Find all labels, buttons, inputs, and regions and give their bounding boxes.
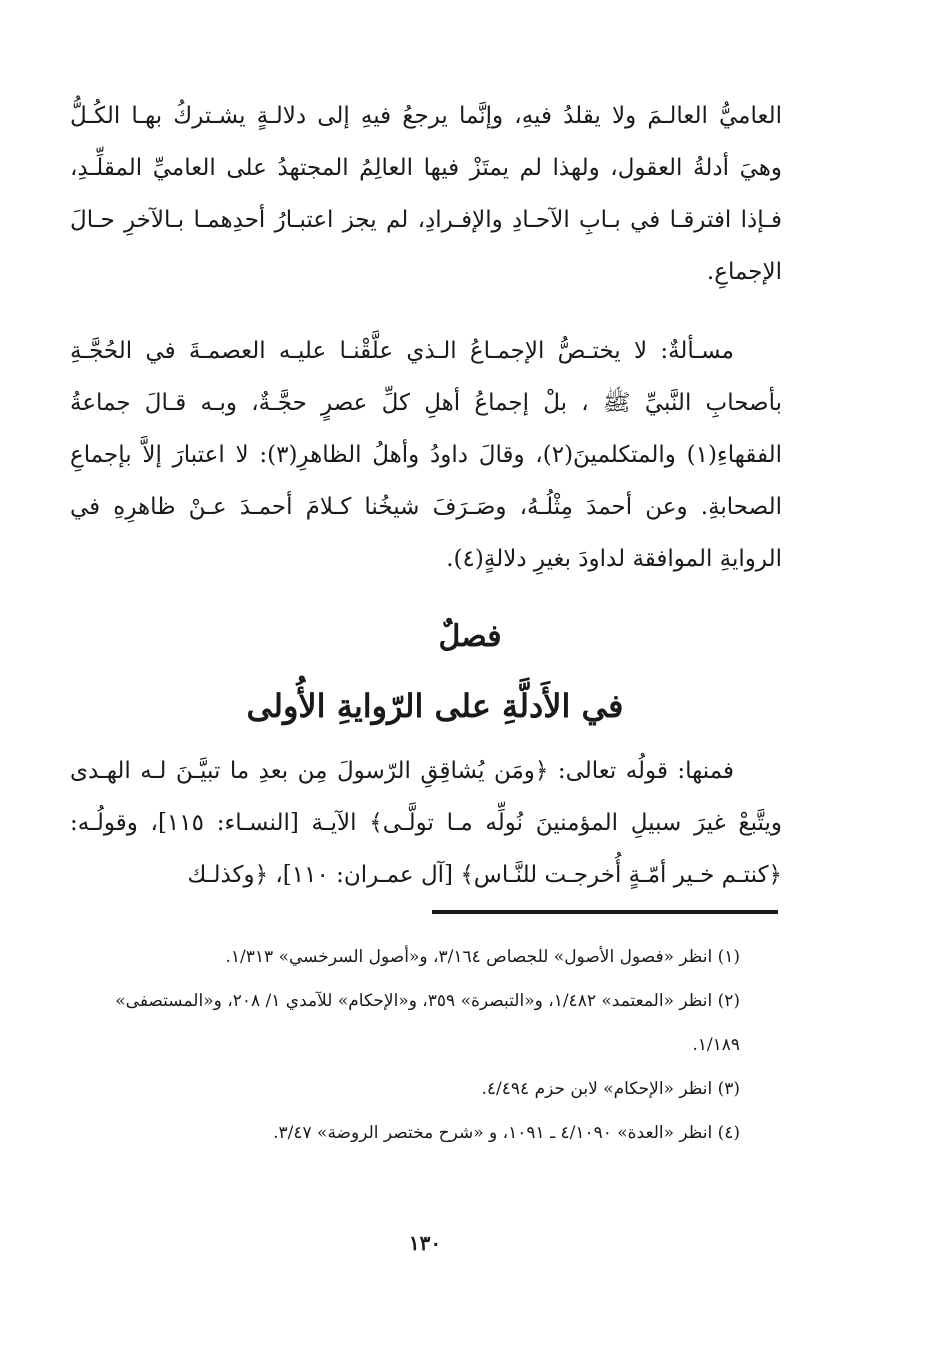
paragraph-continuation: العاميُّ العالـمَ ولا يقلدُ فيهِ، وإنَّما يرجعُ فيهِ إلى دلالـةٍ يشـتركُ بهـا الكُـلُّ وهيَ أدلةُ العقول، ولهذا لم يمتَزْ فيها العالِمُ المجتهدُ على العاميِّ المقلِّـدِ، فـإذا افترقـا في بـابِ الآحـادِ والإفـرادِ، لم يجز اعتبـارُ أحدِهمـا بـالآخرِ حـالَ الإجماعِ. [70, 103, 782, 285]
paragraph-masala: مسـألةٌ: لا يختـصُّ الإجمـاعُ الـذي علَّقْنـا عليـه العصمـةَ في الحُجَّـةِ بأصحابِ النَّبيِّ ﷺ ، بلْ إجماعُ أهلِ كلِّ عصرٍ حجَّـةٌ، وبـه قـالَ جماعةُ الفقهاءِ(١) والمتكلمينَ(٢)، وقالَ داودُ وأهلُ الظاهرِ(٣): لا اعتبارَ إلاَّ بإجماعِ الصحابةِ. وعن أحمدَ مِثْلُـهُ، وصَـرَفَ شيخُنا كـلامَ أحمـدَ عـنْ ظاهرِهِ في الروايةِ الموافقة لداودَ بغيرِ دلالةٍ(٤). [70, 338, 783, 572]
page-number: ١٣٠ [408, 1231, 442, 1255]
footnote-3: (٣) انظر «الإحكام» لابن حزم ٤/٤٩٤. [481, 1079, 740, 1099]
footnotes [100, 935, 740, 1155]
footnote-divider [432, 910, 778, 914]
footnote-2: (٢) انظر «المعتمد» ١/٤٨٢، و«التبصرة» ٣٥٩، و«الإحكام» للآمدي ١/ ٢٠٨، و«المستصفى» ١/١٨٩. [115, 991, 740, 1055]
paragraph-evidence: فمنها: قولُه تعالى: ﴿ومَن يُشاقِقِ الرّسولَ مِن بعدِ ما تبيَّـنَ لـه الهـدى ويتَّبعْ غيرَ سبيلِ المؤمنينَ نُولِّه مـا تولَّـى﴾ الآيـة [النسـاء: ١١٥]، وقولُـه: ﴿كنتـم خـير أمّـةٍ أُخرجـت للنَّـاس﴾ [آل عمـران: ١١٠]، ﴿وكذلـك [70, 758, 782, 888]
section-subtitle: في الأَدلَّةِ على الرّوايةِ الأُولى [246, 687, 624, 725]
footnote-1: (١) انظر «فصول الأصول» للجصاص ٣/١٦٤، و«أصول السرخسي» ١/٣١٣. [225, 947, 740, 967]
footnote-4: (٤) انظر «العدة» ٤/١٠٩٠ ـ ١٠٩١، و «شرح مختصر الروضة» ٣/٤٧. [273, 1123, 740, 1143]
section-heading: فصلٌ [438, 619, 502, 654]
